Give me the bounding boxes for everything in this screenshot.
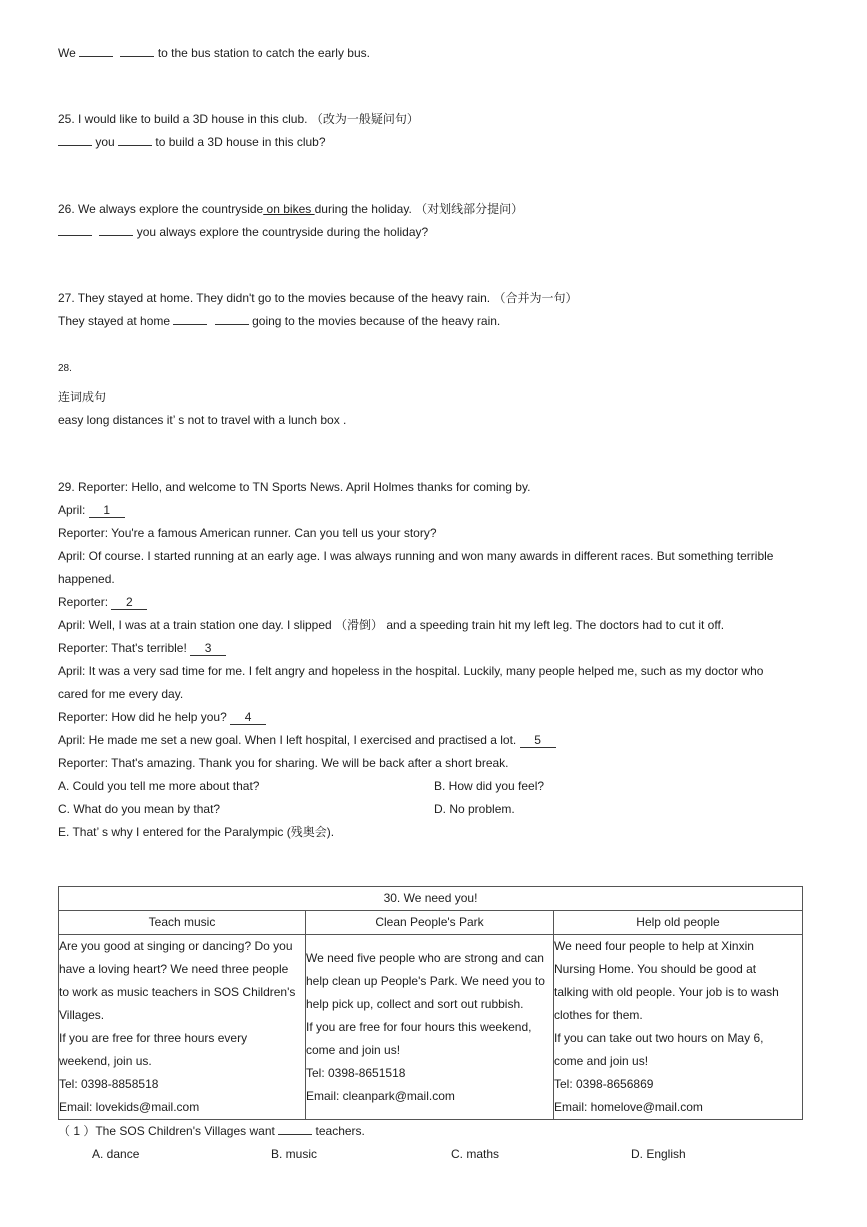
ad-line: weekend, join us. xyxy=(59,1054,152,1068)
sub1-option-c[interactable]: C. maths xyxy=(451,1147,500,1161)
ad-line: If you are free for four hours this weekend, xyxy=(306,1019,532,1034)
dialogue-blank[interactable]: 3 xyxy=(190,642,226,656)
q24-answer-line: We to the bus station to catch the early bus. xyxy=(58,46,370,60)
q29-line: April: Well, I was at a train station one day. I slipped （滑倒） and a speeding train hit my left leg. The doctors had to cut it off. xyxy=(58,618,725,632)
q28-title: 连词成句 xyxy=(58,390,107,404)
q29-line: Reporter: That's terrible! 3 xyxy=(58,640,226,656)
q29-line: April: He made me set a new goal. When I left hospital, I exercised and practised a lot. 5 xyxy=(58,732,556,748)
ad-email: Email: homelove@mail.com xyxy=(554,1100,703,1114)
ad-line: have a loving heart? We need three people xyxy=(59,962,289,976)
sub1-option-d[interactable]: D. English xyxy=(631,1147,686,1161)
ad-phone: Tel: 0398-8858518 xyxy=(59,1077,159,1091)
sub1-option-a[interactable]: A. dance xyxy=(92,1147,140,1161)
q30-sub1-stem: （ 1 ）The SOS Children's Villages want teachers. xyxy=(58,1124,365,1138)
q29-line: happened. xyxy=(58,572,115,586)
q27-prompt: 27. They stayed at home. They didn't go to the movies because of the heavy rain. （合并为一句） xyxy=(58,291,578,305)
option-e[interactable]: E. That’ s why I entered for the Paralympic (残奥会). xyxy=(58,825,335,839)
q26-prompt: 26. We always explore the countryside on bikes during the holiday. （对划线部分提问） xyxy=(58,202,524,216)
ad-phone: Tel: 0398-8656869 xyxy=(554,1077,654,1091)
dialogue-blank[interactable]: 2 xyxy=(111,596,147,610)
ad-line: talking with old people. Your job is to wash xyxy=(554,985,779,999)
answer-blank[interactable] xyxy=(79,45,113,57)
answer-blank[interactable] xyxy=(278,1123,312,1135)
help-old-people-ad xyxy=(554,935,803,1120)
answer-blank[interactable] xyxy=(118,134,152,146)
header-help-old-people: Help old people xyxy=(554,911,803,935)
ad-line: We need four people to help at Xinxin xyxy=(554,939,754,953)
q29-line: 29. Reporter: Hello, and welcome to TN Sports News. April Holmes thanks for coming by. xyxy=(58,480,531,494)
ad-line: If you are free for three hours every xyxy=(59,1031,248,1045)
header-teach-music: Teach music xyxy=(59,911,306,935)
answer-blank[interactable] xyxy=(215,313,249,325)
header-clean-park: Clean People's Park xyxy=(306,911,554,935)
q26-answer-line: you always explore the countryside during the holiday? xyxy=(58,224,428,240)
q29-line: April: 1 xyxy=(58,502,125,518)
q25-answer-line: you to build a 3D house in this club? xyxy=(58,134,326,150)
answer-blank[interactable] xyxy=(58,224,92,236)
option-b[interactable]: B. How did you feel? xyxy=(434,779,545,793)
q29-line: Reporter: 2 xyxy=(58,594,147,610)
ad-line: Villages. xyxy=(59,1008,105,1022)
q29-line: Reporter: You're a famous American runner. Can you tell us your story? xyxy=(58,526,437,540)
answer-blank[interactable] xyxy=(120,45,154,57)
q29-line: April: It was a very sad time for me. I felt angry and hopeless in the hospital. Luckily, many people helped me, such as my doctor who xyxy=(58,664,764,678)
q28-words: easy long distances it’ s not to travel with a lunch box . xyxy=(58,413,347,427)
q29-line: Reporter: How did he help you? 4 xyxy=(58,709,266,725)
ad-email: Email: lovekids@mail.com xyxy=(59,1100,200,1114)
ad-line: help clean up People's Park. We need you to xyxy=(306,973,545,988)
q29-line: April: Of course. I started running at an early age. I was always running and won many awards in different races. But something terrible xyxy=(58,549,774,563)
underlined-phrase: on bikes xyxy=(263,202,315,216)
ad-phone: Tel: 0398-8651518 xyxy=(306,1065,406,1080)
option-a[interactable]: A. Could you tell me more about that? xyxy=(58,779,260,793)
ad-line: We need five people who are strong and can xyxy=(306,950,544,965)
q30-title: 30. We need you! xyxy=(59,887,803,911)
q29-line: Reporter: That's amazing. Thank you for sharing. We will be back after a short break. xyxy=(58,756,509,770)
ad-line: to work as music teachers in SOS Children's xyxy=(59,985,296,999)
ad-line: clothes for them. xyxy=(554,1008,643,1022)
dialogue-blank[interactable]: 1 xyxy=(89,504,125,518)
dialogue-blank[interactable]: 4 xyxy=(230,711,266,725)
answer-blank[interactable] xyxy=(173,313,207,325)
teach-music-ad xyxy=(59,935,306,1120)
option-c[interactable]: C. What do you mean by that? xyxy=(58,802,221,816)
ad-line: Are you good at singing or dancing? Do you xyxy=(59,939,293,953)
q29-line: cared for me every day. xyxy=(58,687,184,701)
sub1-option-b[interactable]: B. music xyxy=(271,1147,318,1161)
q27-answer-line: They stayed at home going to the movies because of the heavy rain. xyxy=(58,314,501,328)
option-d[interactable]: D. No problem. xyxy=(434,802,515,816)
q30-table xyxy=(58,886,803,1120)
q28-number: 28. xyxy=(58,363,72,374)
ad-line: come and join us! xyxy=(306,1042,401,1057)
answer-blank[interactable] xyxy=(99,224,133,236)
ad-line: come and join us! xyxy=(554,1054,649,1068)
ad-line: If you can take out two hours on May 6, xyxy=(554,1031,764,1045)
answer-blank[interactable] xyxy=(58,134,92,146)
ad-line: Nursing Home. You should be good at xyxy=(554,962,757,976)
dialogue-blank[interactable]: 5 xyxy=(520,734,556,748)
ad-email: Email: cleanpark@mail.com xyxy=(306,1088,455,1103)
clean-park-ad xyxy=(306,935,554,1120)
q25-prompt: 25. I would like to build a 3D house in this club. （改为一般疑问句） xyxy=(58,112,419,126)
ad-line: help pick up, collect and sort out rubbish. xyxy=(306,996,524,1011)
